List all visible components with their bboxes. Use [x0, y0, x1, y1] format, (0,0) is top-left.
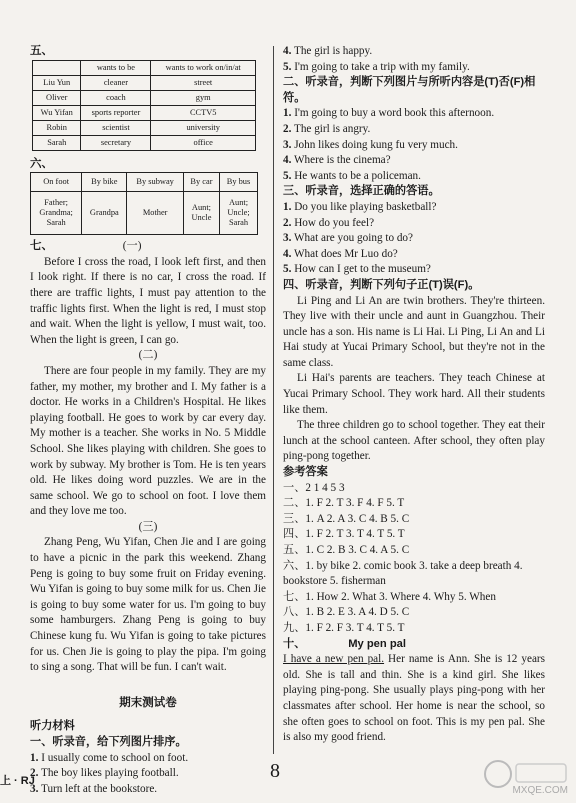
list-item [283, 169, 545, 185]
item-text: How can I get to the museum? [294, 263, 431, 276]
table-6-header-cell: By car [183, 173, 219, 192]
table-cell: office [151, 135, 256, 150]
continued-list [283, 44, 545, 75]
item-text: What are you going to do? [294, 232, 413, 245]
table-cell: CCTV5 [151, 105, 256, 120]
table-cell: university [151, 120, 256, 135]
essay-title: My pen pal [348, 637, 406, 650]
item-number: 1. [283, 200, 292, 213]
table-cell: Robin [33, 120, 81, 135]
table-cell: cleaner [81, 75, 151, 90]
table-6-answer-cell: Mother [127, 192, 184, 235]
answer-row: 四、1. F 2. T 3. T 4. T 5. T [283, 528, 405, 541]
item-text: I'm going to take a trip with my family. [294, 60, 470, 73]
table-row [33, 105, 256, 120]
essay-rest: Her name is Ann. She is 12 years old. She is tall and thin. She is a kind girl. She likes playing ping-pong. She usually plays ping-pong with her classmates after school. Her home is near the school, so she often goes to school on foot. This is my pen pal. She is also my good friend. [283, 653, 545, 744]
listening-title: 听力材料 [30, 720, 75, 733]
table-5-header-cell: wants to be [81, 60, 151, 75]
table-cell: Oliver [33, 90, 81, 105]
footer-grade-label: 上 · RJ [0, 775, 35, 787]
table-6-answer-cell: Father; Grandma; Sarah [31, 192, 82, 235]
passage-3: Zhang Peng, Wu Yifan, Chen Jie and I are going to have a picnic in the park this weekend. Zhang Peng is going to buy some fruit on Friday evening. Wu Yifan is going to buy some milk for us. Chen Jie is going to buy some water for us. I'm going to buy some hamburgers. Zhang Peng is going to buy Chinese kung fu. Wu Yifan is going to take pictures for us. Chen Jie is going to play the pipa. I'm going to sing a song. That will be fun. I can't wait. [30, 536, 266, 674]
sub-heading-3: (三) [138, 520, 158, 533]
part-2-list [283, 106, 545, 184]
table-cell: sports reporter [81, 105, 151, 120]
table-5-header-cell: wants to work on/in/at [151, 60, 256, 75]
item-number: 2. [283, 216, 292, 229]
item-number: 2. [30, 767, 39, 780]
answers-title: 参考答案 [283, 466, 328, 479]
essay-body [283, 652, 545, 746]
item-text: The girl is angry. [294, 122, 371, 135]
sub-heading-2: (二) [138, 349, 158, 362]
list-item [283, 262, 545, 278]
part-3-list [283, 200, 545, 278]
essay-first-sentence: I have a new pen pal. [283, 653, 385, 666]
table-cell: Liu Yun [33, 75, 81, 90]
item-number: 2. [283, 122, 292, 135]
column-divider [273, 46, 274, 754]
passage-2: There are four people in my family. They are my father, my mother, my brother and I. My father is a doctor. He works in a Children's Hospital. He likes playing football. He goes to work by car every day. My mother is a teacher. She works in No. 5 Middle School. She likes playing with children. She goes to work by subway. My brother is Tom. He is ten years old. He likes doing word puzzles. We are in the same school. We go to school on foot. I love them and they love me too. [30, 364, 266, 518]
passage-4a: Li Ping and Li An are twin brothers. They're thirteen. They live with their uncle and aunt in Guangzhou. Their uncle has a son. His name is Li Hai. Li Ping, Li An and Li Hai study at Yucai Primary School, but they're not in the same class. [283, 294, 545, 369]
passage-4b: Li Hai's parents are teachers. They teach Chinese at Yucai Primary School. They work hard. All their students like them. [283, 372, 545, 416]
watermark-logo [478, 756, 574, 798]
item-text: The boy likes playing football. [41, 767, 179, 780]
item-number: 3. [30, 782, 39, 795]
table-6-answer-cell: Grandpa [82, 192, 127, 235]
passage-4c: The three children go to school together. They eat their lunch at the school canteen. After school, they often play ping-pong together. [283, 419, 545, 463]
item-text: I'm going to buy a word book this afternoon. [294, 107, 495, 120]
table-cell: gym [151, 90, 256, 105]
item-number: 3. [283, 138, 292, 151]
item-number: 3. [283, 232, 292, 245]
table-cell: secretary [81, 135, 151, 150]
page-number: 8 [270, 760, 280, 782]
table-row [33, 90, 256, 105]
list-item [283, 153, 545, 169]
exam-title: 期末测试卷 [119, 696, 177, 709]
item-number: 1. [283, 107, 292, 120]
table-cell: Sarah [33, 135, 81, 150]
table-6-answer-cell: Aunt; Uncle [183, 192, 219, 235]
left-column [30, 44, 266, 797]
list-item [283, 138, 545, 154]
item-text: He wants to be a policeman. [294, 169, 421, 182]
answer-row: 一、2 1 4 5 3 [283, 481, 345, 494]
part-1-list [30, 751, 266, 798]
answer-row: 六、1. by bike 2. comic book 3. take a deep breath 4. bookstore 5. fisherman [283, 559, 523, 588]
table-6 [30, 172, 258, 235]
table-row [33, 75, 256, 90]
list-item [283, 247, 545, 263]
part-1-title: 一、听录音，给下列图片排序。 [30, 736, 187, 748]
item-text: What does Mr Luo do? [294, 247, 398, 260]
list-item [30, 751, 266, 767]
answer-row: 九、1. F 2. F 3. T 4. T 5. T [283, 621, 405, 634]
list-item [283, 216, 545, 232]
list-item [283, 60, 545, 76]
item-number: 5. [283, 169, 292, 182]
table-cell: Wu Yifan [33, 105, 81, 120]
table-cell: coach [81, 90, 151, 105]
item-text: How do you feel? [294, 216, 375, 229]
answer-row: 三、1. A 2. A 3. C 4. B 5. C [283, 512, 410, 525]
passage-1: Before I cross the road, I look left first, and then I look right. If there is no car, I cross the road. If there are traffic lights, I must pay attention to the traffic lights first. When the light is red, I must stop and wait. When the light is yellow, I must wait, too. When the light is green, I can go. [30, 255, 266, 346]
item-number: 4. [283, 247, 292, 260]
list-item [30, 766, 266, 782]
right-column [283, 44, 545, 746]
table-5-header-cell [33, 60, 81, 75]
item-text: Do you like playing basketball? [294, 200, 437, 213]
item-text: Turn left at the bookstore. [41, 782, 158, 795]
table-5 [32, 60, 256, 151]
watermark-text: MXQE.COM [512, 785, 568, 796]
table-cell: street [151, 75, 256, 90]
list-item [283, 231, 545, 247]
list-item [283, 122, 545, 138]
table-cell: scientist [81, 120, 151, 135]
table-6-header-cell: By bike [82, 173, 127, 192]
table-row [33, 120, 256, 135]
list-item [283, 200, 545, 216]
item-text: Where is the cinema? [294, 154, 391, 167]
table-6-header-cell: By subway [127, 173, 184, 192]
answer-key-list [283, 481, 545, 637]
item-number: 4. [283, 45, 292, 57]
answer-row: 二、1. F 2. T 3. F 4. F 5. T [283, 497, 405, 510]
answer-row: 五、1. C 2. B 3. C 4. A 5. C [283, 544, 410, 556]
item-number: 5. [283, 60, 292, 73]
list-item [283, 106, 545, 122]
part-3-title: 三、听录音，选择正确的答语。 [283, 185, 440, 198]
sub-heading-1: (一) [122, 240, 142, 253]
essay-label: 十、 [283, 637, 306, 650]
item-text: John likes doing kung fu very much. [294, 138, 458, 151]
answer-row: 八、1. B 2. E 3. A 4. D 5. C [283, 606, 410, 619]
essay-heading [283, 637, 545, 653]
item-number: 5. [283, 263, 292, 276]
item-number: 1. [30, 751, 39, 764]
part-2-title: 二、听录音，判断下列图片与所听内容是(T)否(F)相符。 [283, 76, 536, 104]
table-6-header-cell: By bus [220, 173, 258, 192]
section-6-title: 六、 [30, 157, 53, 170]
answer-row: 七、1. How 2. What 3. Where 4. Why 5. When [283, 590, 496, 603]
part-4-title: 四、听录音，判断下列句子正(T)误(F)。 [283, 278, 480, 291]
list-item [30, 782, 266, 798]
item-text: The girl is happy. [294, 45, 373, 57]
table-6-header-cell: On foot [31, 173, 82, 192]
table-6-answer-cell: Aunt; Uncle; Sarah [220, 192, 258, 235]
section-7-title: 七、 [30, 240, 53, 253]
table-row [33, 135, 256, 150]
list-item [283, 44, 545, 60]
section-5-title: 五、 [30, 45, 53, 57]
item-text: I usually come to school on foot. [41, 751, 189, 764]
item-number: 4. [283, 154, 292, 167]
